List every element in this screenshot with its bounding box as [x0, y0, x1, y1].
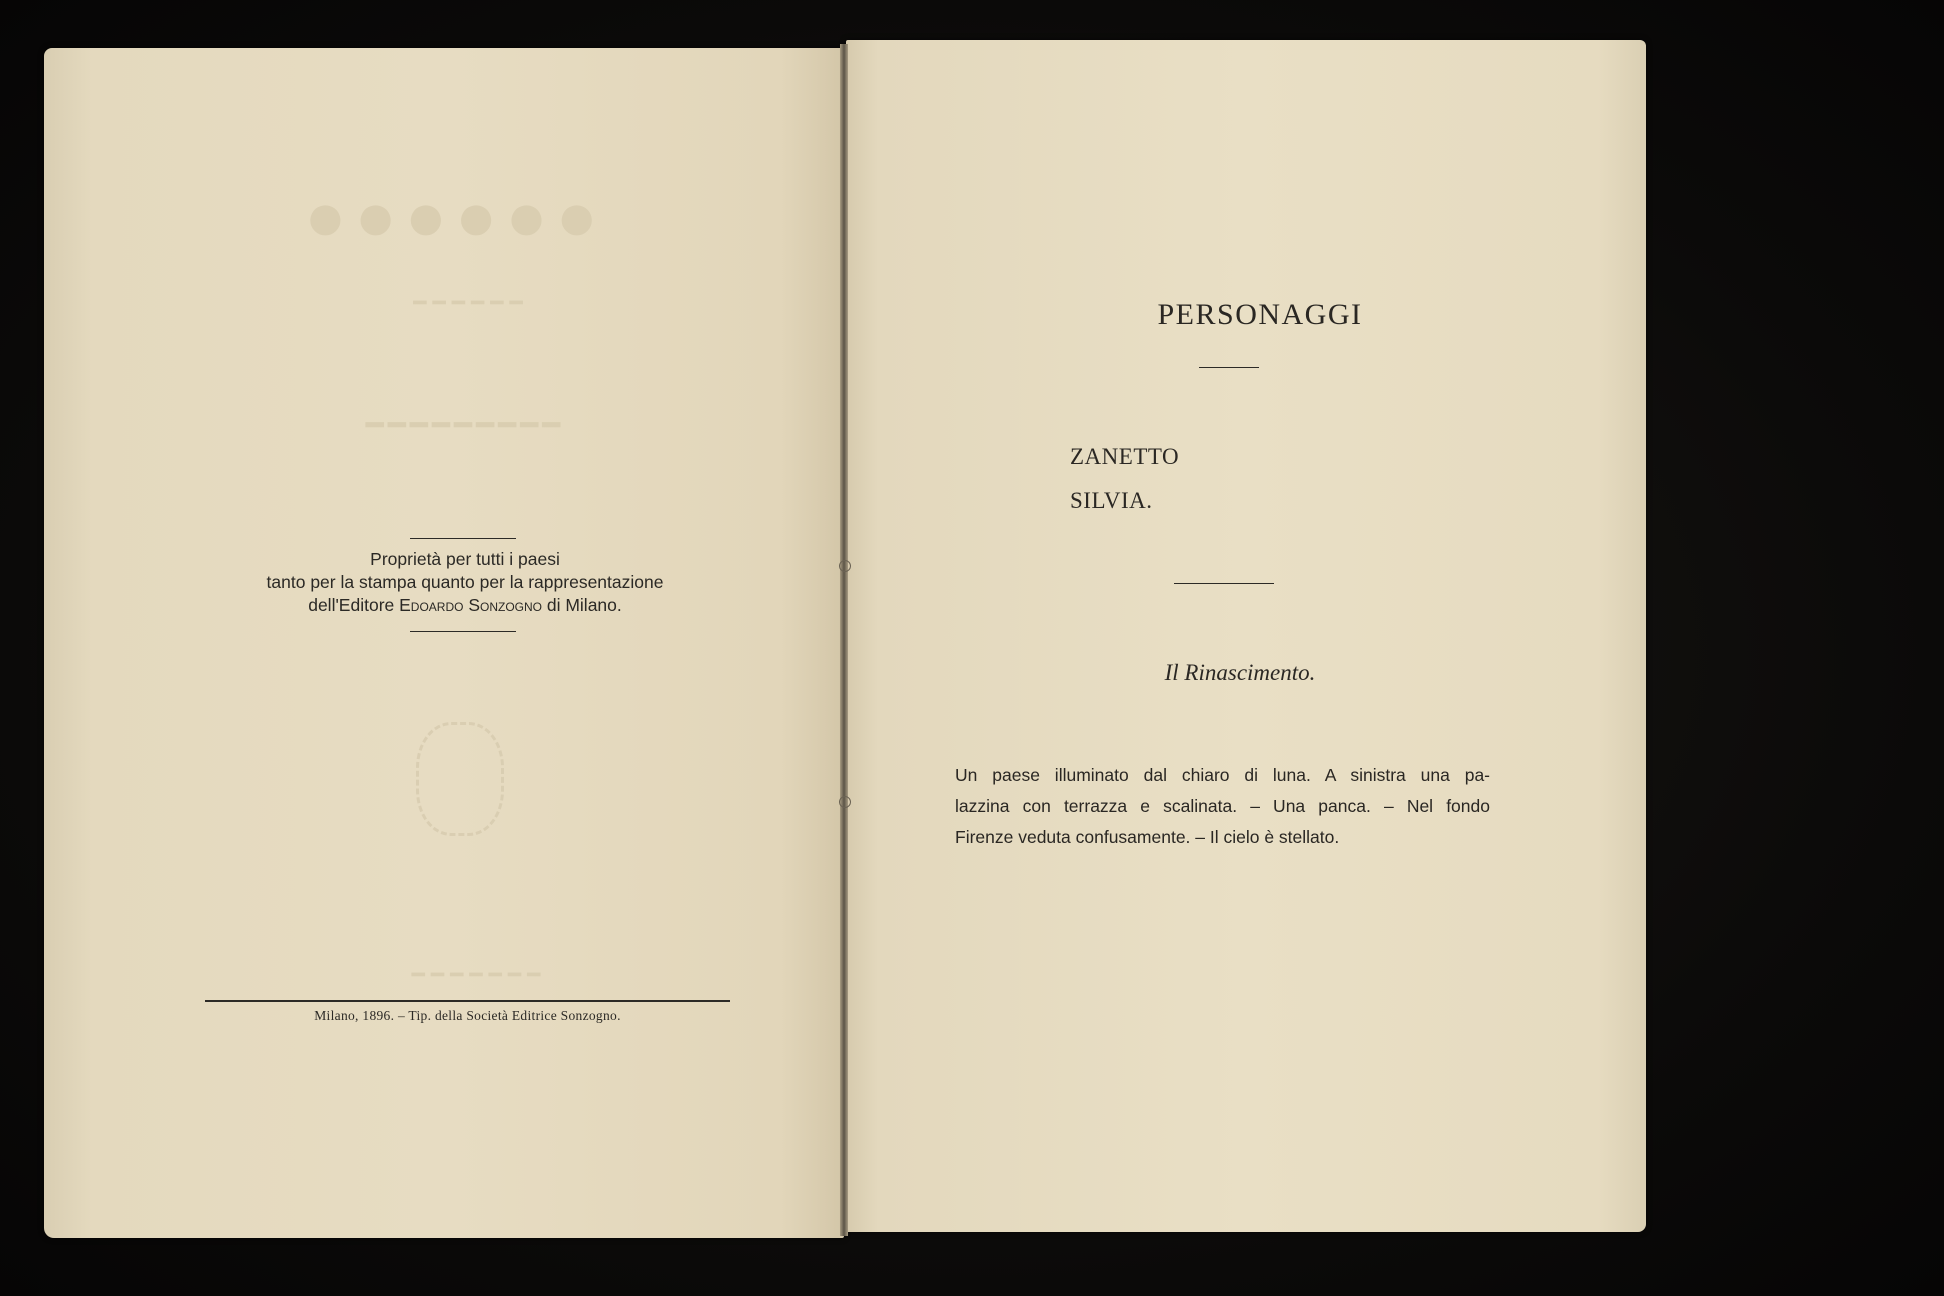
binding-stitch — [839, 560, 851, 572]
divider-rule — [410, 631, 516, 632]
copyright-text: di Milano. — [542, 595, 622, 615]
divider-rule — [1199, 367, 1259, 368]
setting-period: Il Rinascimento. — [1164, 660, 1316, 685]
copyright-line — [200, 594, 730, 617]
show-through-title: ●●●●●● — [296, 179, 598, 256]
binding-stitch — [839, 796, 851, 808]
book-spine — [840, 44, 848, 1236]
show-through-subtitle: ━━━━━━ — [407, 290, 523, 315]
description-line: lazzina con terrazza e scalinata. – Una panca. – Nel fondo — [955, 796, 1490, 816]
copyright-text: dell'Editore — [308, 595, 400, 615]
imprint-rule — [205, 1000, 730, 1002]
printer-imprint: Milano, 1896. – Tip. della Società Editrice Sonzogno. — [314, 1008, 621, 1023]
character-name: ZANETTO — [1070, 444, 1180, 469]
copyright-line: Proprietà per tutti i paesi — [370, 549, 560, 569]
publisher-name: Edoardo Sonzogno — [399, 595, 542, 615]
right-page — [846, 40, 1646, 1232]
description-line: Firenze veduta confusamente. – Il cielo è stellato. — [955, 827, 1340, 847]
scene-description — [955, 760, 1490, 853]
copyright-line: tanto per la stampa quanto per la rappresentazione — [266, 572, 664, 592]
copyright-notice — [200, 548, 730, 617]
show-through-publisher: ━━━━━━━ — [405, 962, 541, 987]
divider-rule — [410, 538, 516, 539]
show-through-authors: ━━━━━━━━━ — [361, 409, 561, 442]
character-name: SILVIA. — [1070, 488, 1153, 513]
show-through-emblem — [416, 722, 504, 836]
description-line: Un paese illuminato dal chiaro di luna. A sinistra una pa- — [955, 765, 1490, 785]
divider-rule — [1174, 583, 1274, 584]
page-heading: PERSONAGGI — [1157, 298, 1363, 331]
